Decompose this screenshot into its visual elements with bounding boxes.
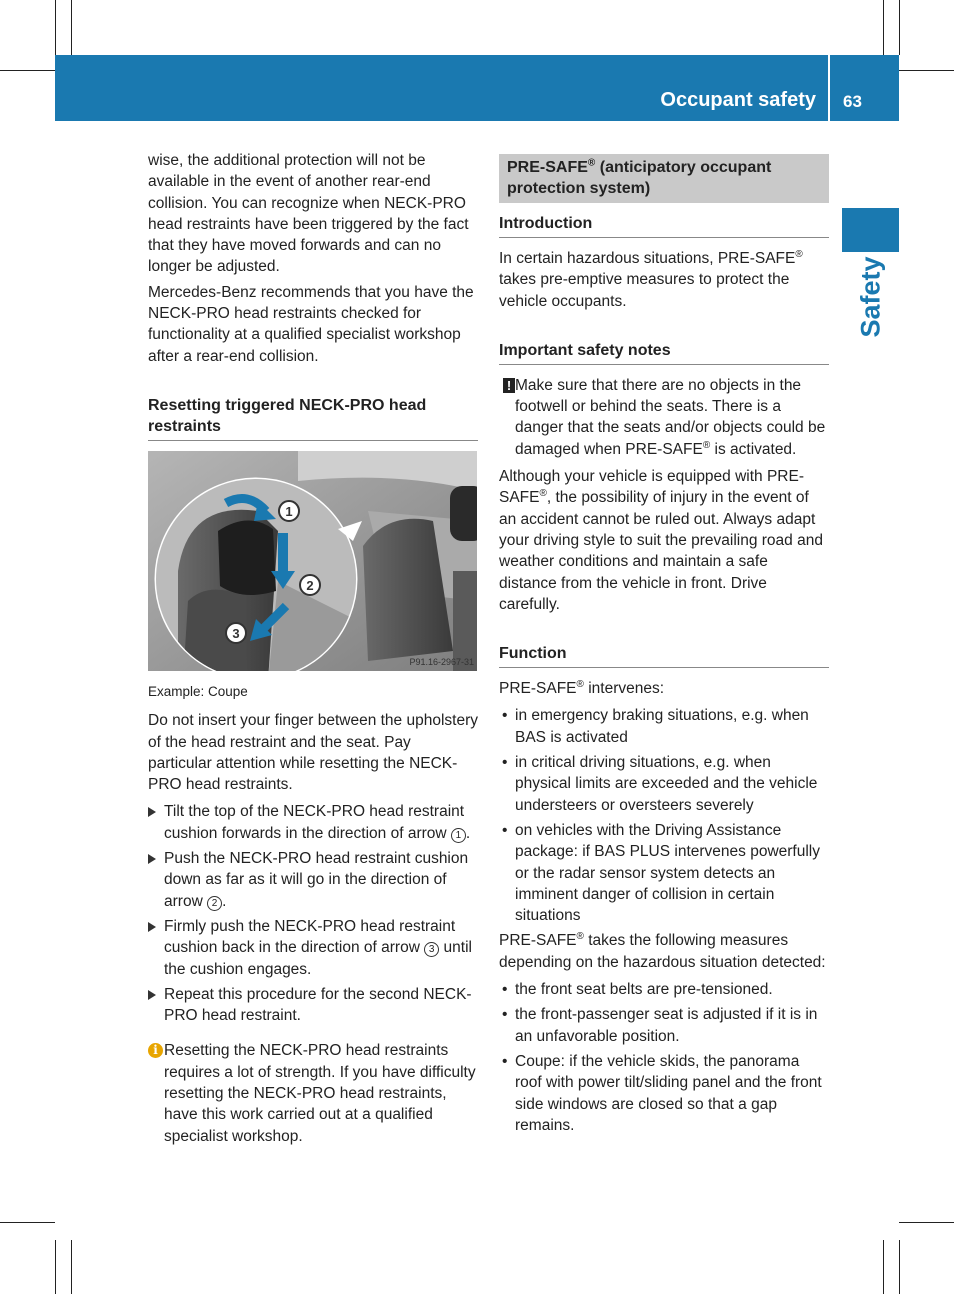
side-tab bbox=[842, 208, 899, 252]
list-item: • in emergency braking situations, e.g. when BAS is activated bbox=[502, 707, 809, 746]
crop-mark bbox=[899, 0, 900, 55]
paragraph: PRE-SAFE® takes the following measures depending on the hazardous situation detected: bbox=[499, 931, 826, 971]
crop-mark bbox=[883, 1240, 884, 1294]
list-item: • in critical driving situations, e.g. when physical limits are exceeded and the vehicle understeers or oversteers severely bbox=[502, 754, 818, 814]
arrow-bullet-icon bbox=[148, 807, 156, 817]
figure-head-restraint bbox=[148, 451, 477, 671]
info-note: i Resetting the NECK-PRO head restraints requires a lot of strength. If you have difficulty resetting the NECK-PRO head restraints, have this work carried out at a qualified specialist workshop. bbox=[148, 1040, 478, 1146]
info-icon: i bbox=[148, 1043, 163, 1058]
svg-text:2: 2 bbox=[306, 577, 314, 593]
paragraph: Although your vehicle is equipped with PRE-SAFE®, the possibility of injury in the event of an accident cannot be ruled out. Always adapt your driving style to suit the prevailing road and weather conditions and maintain a safe distance from the vehicle in front. Drive carefully. bbox=[499, 468, 823, 613]
figure-caption: Example: Coupe bbox=[148, 683, 248, 699]
crop-mark bbox=[899, 1222, 954, 1223]
header-bar bbox=[55, 55, 899, 121]
subheading: Important safety notes bbox=[499, 340, 829, 365]
arrow-bullet-icon bbox=[148, 990, 156, 1000]
instruction-step: Push the NECK-PRO head restraint cushion down as far as it will go in the direction of arrow 2 . bbox=[148, 848, 478, 912]
instruction-step: Repeat this procedure for the second NECK-PRO head restraint. bbox=[148, 984, 478, 1027]
paragraph: Mercedes-Benz recommends that you have the NECK-PRO head restraints checked for functionality at a qualified specialist workshop after a rear-end collision. bbox=[148, 283, 474, 365]
instruction-step: Tilt the top of the NECK-PRO head restraint cushion forwards in the direction of arrow 1 . bbox=[148, 801, 478, 844]
crop-mark bbox=[71, 0, 72, 55]
left-column bbox=[148, 150, 478, 1153]
crop-mark bbox=[55, 0, 56, 55]
arrow-bullet-icon bbox=[148, 922, 156, 932]
exclamation-icon: ! bbox=[503, 378, 515, 393]
page-number: 63 bbox=[843, 92, 862, 111]
subheading: Introduction bbox=[499, 213, 829, 238]
crop-mark bbox=[883, 0, 884, 55]
crop-mark bbox=[55, 1240, 56, 1294]
list-item: • on vehicles with the Driving Assistance package: if BAS PLUS intervenes powerfully or the radar sensor system detects an imminent danger of collision in certain situations bbox=[502, 821, 820, 925]
subheading: Function bbox=[499, 643, 829, 668]
crop-mark bbox=[0, 1222, 55, 1223]
list-item: • Coupe: if the vehicle skids, the panorama roof with power tilt/sliding panel and the front side windows are closed so that a gap remains. bbox=[502, 1052, 822, 1134]
section-title: Occupant safety bbox=[660, 89, 816, 111]
subheading: Resetting triggered NECK-PRO head restraints bbox=[148, 395, 478, 441]
head-restraint-illustration bbox=[148, 451, 477, 671]
figure-code: P91.16-2967-31 bbox=[409, 656, 474, 667]
paragraph: PRE-SAFE® intervenes: bbox=[499, 679, 665, 698]
svg-text:3: 3 bbox=[232, 625, 240, 641]
section-heading-box: PRE-SAFE® (anticipatory occupant protection system) bbox=[499, 154, 829, 203]
arrow-number-badge: 1 bbox=[451, 828, 466, 843]
paragraph: Do not insert your finger between the upholstery of the head restraint and the seat. Pay particular attention while resetting the NECK-PRO head restraints. bbox=[148, 712, 478, 794]
svg-text:1: 1 bbox=[285, 503, 293, 519]
right-column bbox=[499, 154, 829, 1140]
crop-mark bbox=[0, 70, 55, 71]
crop-mark bbox=[899, 1240, 900, 1294]
paragraph: wise, the additional protection will not be available in the event of another rear-end collision. You can recognize when NECK-PRO head restraints have been triggered by the fact that they have moved forwards and can no longer be adjusted. bbox=[148, 152, 469, 276]
list-item: • the front-passenger seat is adjusted if it is in an unfavorable position. bbox=[502, 1006, 818, 1045]
arrow-number-badge: 2 bbox=[207, 896, 222, 911]
header-divider bbox=[828, 55, 830, 121]
paragraph: In certain hazardous situations, PRE-SAFE® takes pre-emptive measures to protect the vehicle occupants. bbox=[499, 248, 803, 310]
arrow-bullet-icon bbox=[148, 854, 156, 864]
arrow-number-badge: 3 bbox=[424, 942, 439, 957]
warning-note: ! Make sure that there are no objects in the footwell or behind the seats. There is a danger that the seats and/or objects could be damaged when PRE-SAFE® is activated. bbox=[499, 375, 829, 460]
side-tab-label: Safety bbox=[855, 256, 885, 338]
list-item: • the front seat belts are pre-tensioned. bbox=[502, 981, 773, 999]
crop-mark bbox=[71, 1240, 72, 1294]
crop-mark bbox=[899, 70, 954, 71]
instruction-step: Firmly push the NECK-PRO head restraint cushion back in the direction of arrow 3 until the cushion engages. bbox=[148, 916, 478, 980]
